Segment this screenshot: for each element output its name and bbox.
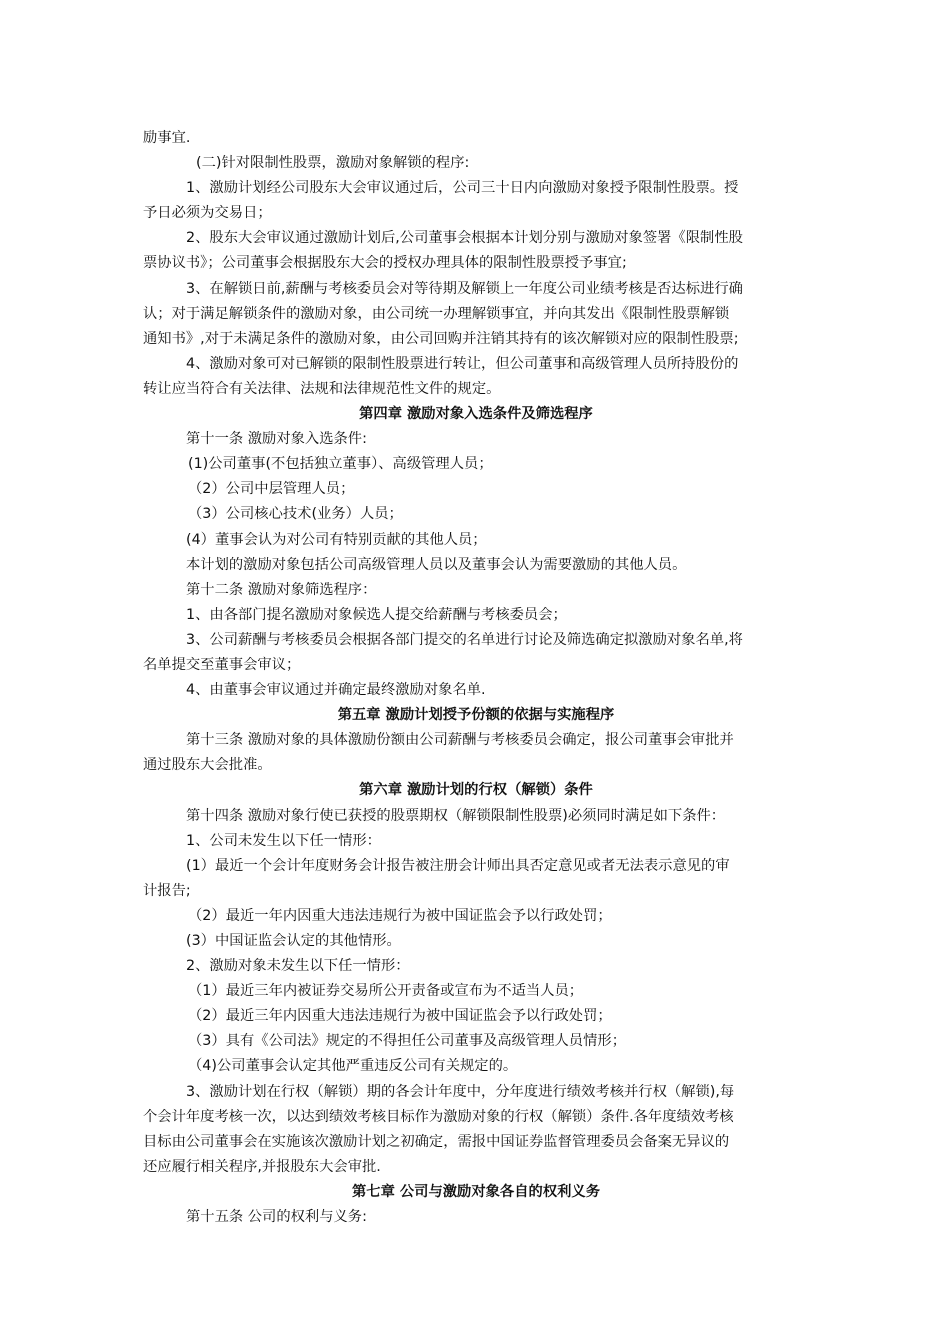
text-line: 第十一条 激励对象入选条件: — [186, 431, 367, 448]
text-line: （2）公司中层管理人员； — [188, 481, 355, 498]
text-line: 目标由公司董事会在实施该次激励计划之初确定，需报中国证券监督管理委员会备案无异议的 — [143, 1133, 730, 1150]
text-line: (1）最近一个会计年度财务会计报告被注册会计师出具否定意见或者无法表示意见的审 — [186, 857, 730, 874]
chapter-heading: 第七章 公司与激励对象各自的权利义务 — [351, 1183, 601, 1200]
text-line: 3、在解锁日前,薪酬与考核委员会对等待期及解锁上一年度公司业绩考核是否达标进行确 — [186, 280, 743, 297]
text-line: 计报告; — [143, 882, 191, 899]
text-line: (二)针对限制性股票，激励对象解锁的程序: — [196, 155, 470, 172]
text-line: 还应履行相关程序,并报股东大会审批. — [143, 1158, 381, 1175]
text-line: (3）中国证监会认定的其他情形。 — [186, 933, 401, 949]
text-line: 3、公司薪酬与考核委员会根据各部门提交的名单进行讨论及筛选确定拟激励对象名单,将 — [186, 631, 743, 648]
chapter-heading: 第六章 激励计划的行权（解锁）条件 — [359, 782, 593, 799]
text-line: 认；对于满足解锁条件的激励对象，由公司统一办理解锁事宜，并向其发出《限制性股票解锁 — [143, 305, 730, 322]
text-line: 通过股东大会批准。 — [143, 757, 272, 774]
text-line: 3、激励计划在行权（解锁）期的各会计年度中，分年度进行绩效考核并行权（解锁),每 — [186, 1083, 735, 1100]
chapter-heading: 第四章 激励对象入选条件及筛选程序 — [359, 406, 593, 423]
text-line: 第十二条 激励对象筛选程序： — [186, 581, 377, 598]
text-line: 2、激励对象未发生以下任一情形： — [186, 958, 410, 975]
text-line: 通知书》,对于未满足条件的激励对象，由公司回购并注销其持有的该次解锁对应的限制性股票; — [143, 330, 739, 347]
text-line: 第十五条 公司的权利与义务: — [186, 1209, 367, 1226]
text-line: 励事宜. — [143, 130, 191, 146]
text-line: 1、公司未发生以下任一情形： — [186, 832, 381, 849]
text-line: (4）董事会认为对公司有特别贡献的其他人员； — [186, 531, 487, 548]
text-line: 第十三条 激励对象的具体激励份额由公司薪酬与考核委员会确定，报公司董事会审批并 — [186, 732, 734, 749]
text-line: 本计划的激励对象包括公司高级管理人员以及董事会认为需要激励的其他人员。 — [186, 556, 687, 573]
text-line: 1、由各部门提名激励对象候选人提交给薪酬与考核委员会； — [186, 606, 567, 623]
chapter-heading: 第五章 激励计划授予份额的依据与实施程序 — [337, 707, 615, 724]
text-line: （2）最近三年内因重大违法违规行为被中国证监会予以行政处罚； — [188, 1008, 612, 1025]
text-line: （3）公司核心技术(业务）人员； — [188, 506, 403, 523]
text-line: 1、激励计划经公司股东大会审议通过后，公司三十日内向激励对象授予限制性股票。授 — [186, 180, 739, 197]
text-line: (1)公司董事(不包括独立董事）、高级管理人员； — [188, 456, 493, 473]
text-line: 第十四条 激励对象行使已获授的股票期权（解锁限制性股票)必须同时满足如下条件： — [186, 807, 726, 824]
text-line: 2、股东大会审议通过激励计划后,公司董事会根据本计划分别与激励对象签署《限制性股 — [186, 230, 743, 247]
text-line: （1）最近三年内被证券交易所公开责备或宣布为不适当人员； — [188, 983, 584, 1000]
text-line: （3）具有《公司法》规定的不得担任公司董事及高级管理人员情形； — [188, 1033, 626, 1050]
text-line: 予日必须为交易日； — [143, 205, 272, 222]
text-line: （2）最近一年内因重大违法违规行为被中国证监会予以行政处罚； — [188, 907, 612, 924]
text-line: 4、由董事会审议通过并确定最终激励对象名单. — [186, 682, 486, 699]
text-line: 4、激励对象可对已解锁的限制性股票进行转让，但公司董事和高级管理人员所持股份的 — [186, 355, 739, 372]
text-line: 票协议书》；公司董事会根据股东大会的授权办理具体的限制性股票授予事宜; — [143, 255, 627, 272]
text-line: 转让应当符合有关法律、法规和法律规范性文件的规定。 — [143, 380, 501, 397]
text-line: （4)公司董事会认定其他严重违反公司有关规定的。 — [188, 1058, 518, 1075]
text-line: 个会计年度考核一次，以达到绩效考核目标作为激励对象的行权（解锁）条件.各年度绩效考核 — [143, 1108, 734, 1125]
text-line: 名单提交至董事会审议； — [143, 656, 301, 673]
document-body — [143, 126, 809, 1230]
